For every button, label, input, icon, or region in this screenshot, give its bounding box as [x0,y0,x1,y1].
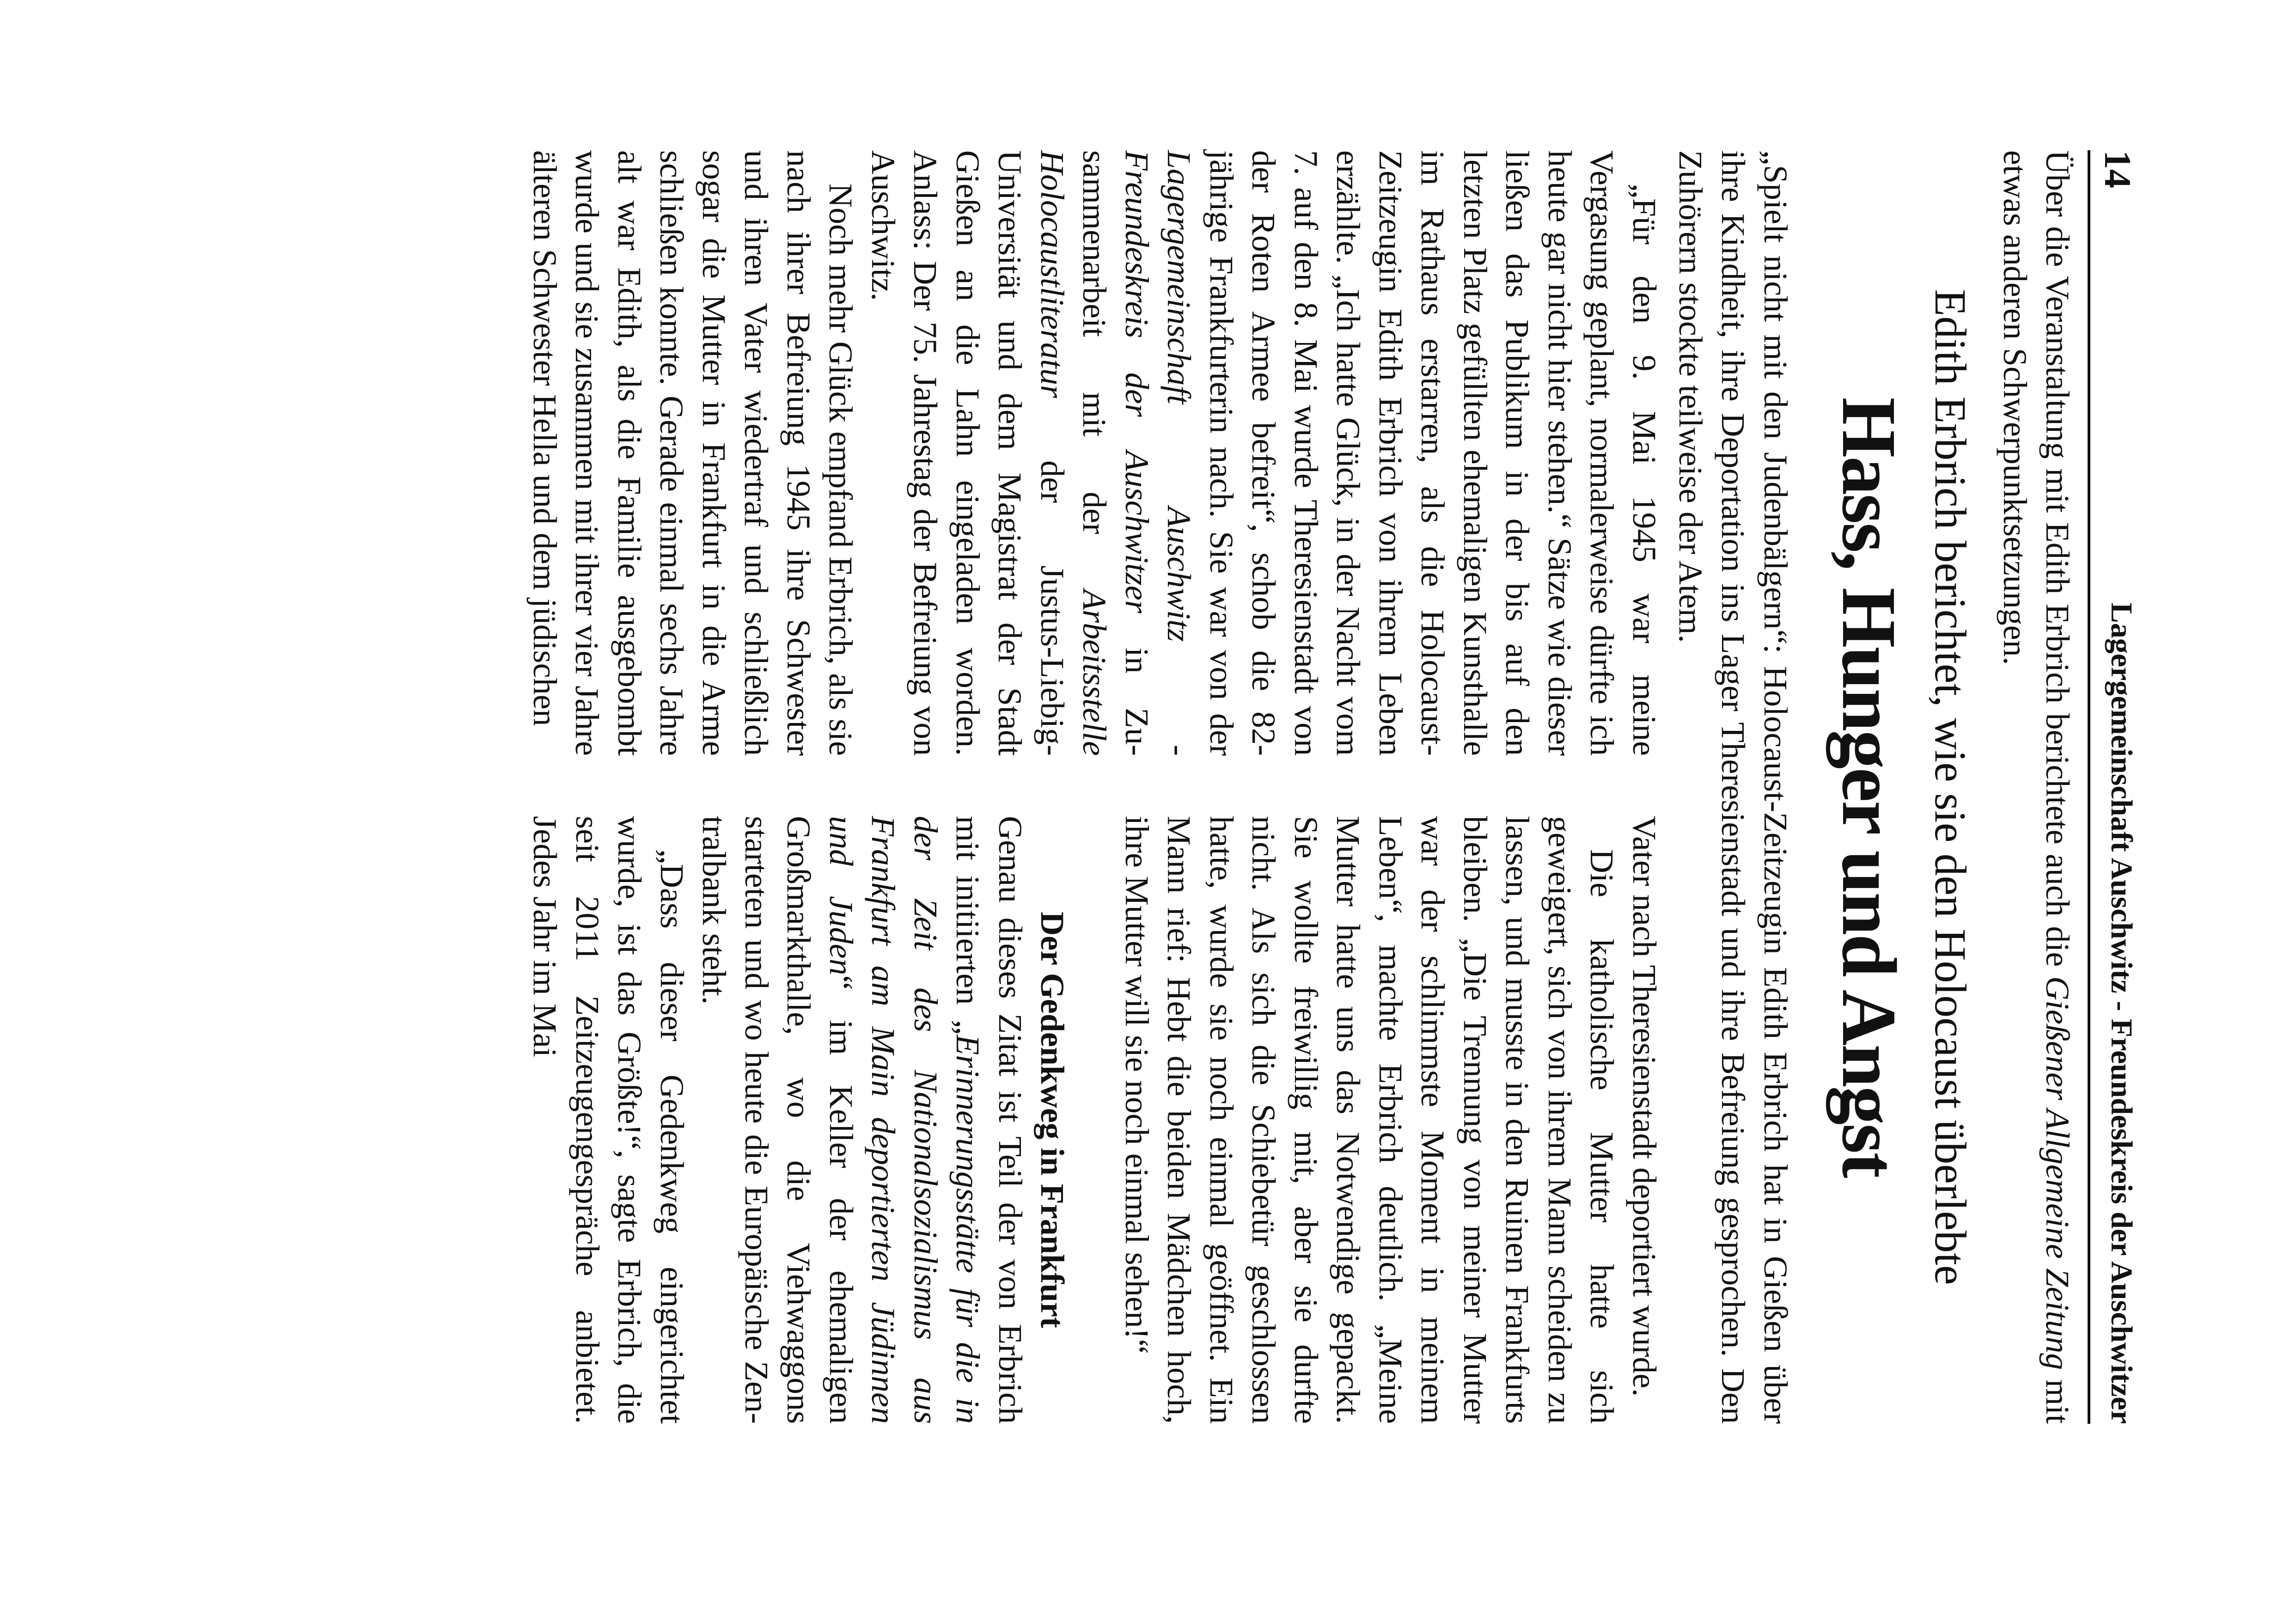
left-p1-text: „Für den 9. Mai 1945 war meine Vergasung geplant, normalerweise dürfte ich heute gar nicht hier stehen.“ Sätze wie dieser ließen das Publikum in der bis auf den letzten Platz gefüllten ehemaligen Kunsthalle im Rathaus erstarren, als die Holocaust-Zeitzeugin Edith Erbrich von ihrem Leben erzählte. „Ich hatte Glück, in der Nacht vom 7. auf den 8. Mai wurde Theresienstadt von der Roten Armee befreit“, schob die 82-jährige Frankfurterin nach. Sie war von der [1203,150,1663,756]
running-head: Lagergemeinschaft Auschwitz - Freundeskreis der Auschwitzer [2105,602,2138,1424]
left-p1-organisation: Lagergemeinschaft Auschwitz - Freundeskreis der Auschwitzer [1118,150,1198,756]
left-p1-text-mid: in Zusammenarbeit mit der [1076,150,1155,756]
left-paragraph-1 [862,150,1666,756]
newspaper-name: Gießener Allgemeine Zeitung [2039,976,2076,1370]
right-column [524,816,1665,1424]
section-gap [1074,816,1116,1424]
right-paragraph-3 [693,816,1031,1424]
left-p1-text-end: der Justus-Liebig-Universität und dem Magistrat der Stadt Gießen an die Lahn eingeladen worden. Anlass: Der 75. Jahrestag der Befreiung von Auschwitz. [865,150,1071,756]
article-lead: „Spielt nicht mit den Judenbälgern“: Holocaust-Zeitzeugin Edith Erbrich hat in Gießen über ihre Kindheit, ihre Deportation ins Lager Theresienstadt und ihre Befreiung gesprochen. Den Zuhörern stockte teilweise der Atem. [1672,150,1794,1424]
memorial-name: Erinnerungsstätte für die in der Zeit des Nationalsozialismus aus Frankfurt am Main deportierten Jüdinnen und Juden [823,816,987,1424]
article-kicker: Edith Erbrich berichtet, wie sie den Holocaust überlebte [1926,289,1975,1285]
right-p3-text: Genau dieses Zitat ist Teil der von Erbrich mit initiierten „ [949,816,1029,1424]
right-paragraph-4: „Dass dieser Gedenkweg eingerichtet wurde, ist das Größte!“, sagte Erbrich, die seit 2011 Zeitzeugengespräche anbietet. Jedes Jahr im Mai [526,816,690,1424]
left-p1-institute: Arbeitsstelle Holocaustliteratur [1034,150,1113,756]
left-column [524,150,1666,756]
article-headline: Hass, Hunger und Angst [1826,397,1912,1177]
header-rule [2088,150,2090,1424]
right-paragraph-1: Vater nach Theresienstadt deportiert wurde. [1626,816,1663,1397]
page-number: 14 [2097,150,2139,188]
right-paragraph-2: Die katholische Mutter hatte sich geweigert, sich von ihrem Mann scheiden zu lassen, und musste in den Ruinen Frankfurts bleiben. „Die Trennung von meiner Mutter war der schlimmste Moment in meinem Leben“, machte Erbrich deutlich. „Meine Mutter hatte uns das Notwendige gepackt. Sie wollte freiwillig mit, aber sie durfte nicht. Als sich die Schiebetür geschlossen hatte, wurde sie noch einmal geöffnet. Ein Mann rief: Hebt die beiden Mädchen hoch, ihre Mutter will sie noch einmal sehen!“ [1118,816,1621,1424]
left-paragraph-2: Noch mehr Glück empfand Erbrich, als sie nach ihrer Befreiung 1945 ihre Schwester und ihren Vater wiedertraf und schließlich sogar die Mutter in Frankfurt in die Arme schließen konnte. Gerade einmal sechs Jahre alt war Edith, als die Familie ausgebombt wurde und sie zusammen mit ihrer vier Jahre älteren Schwester Hella und dem jüdischen [526,150,860,756]
intro-text-start: Über die Veranstaltung mit Edith Erbrich berichtete auch die [2039,150,2076,976]
intro-text-end: mit etwas anderen Schwerpunktsetzungen. [1997,150,2076,1424]
intro-note [1994,150,2079,1424]
right-p3-text-end: “ im Keller der ehemaligen Großmarkthalle, wo die Viehwaggons starteten und wo heute die Europäische Zentralbank steht. [696,816,860,1424]
section-subheading: Der Gedenkweg in Frankfurt [1034,912,1071,1328]
